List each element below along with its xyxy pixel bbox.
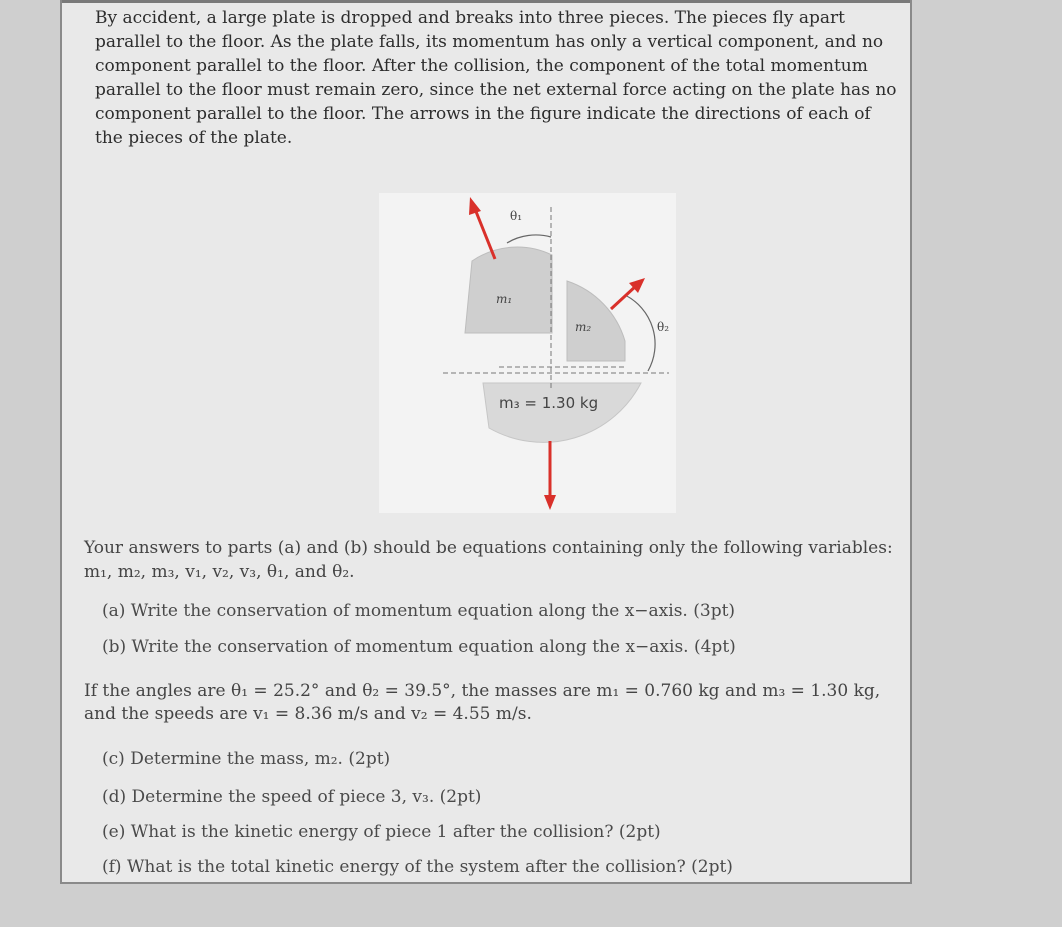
part-d: (d) Determine the speed of piece 3, v₃. (2pt) [102, 787, 482, 807]
problem-page [60, 0, 912, 884]
m3-value-label: m₃ = 1.30 kg [499, 394, 599, 412]
plate-diagram [379, 193, 676, 513]
plate-figure [379, 193, 676, 513]
given-values: If the angles are θ₁ = 25.2° and θ₂ = 39.5°, the masses are m₁ = 0.760 kg and m₃ = 1.30 kg, and the speeds are v₁ = 8.36 m/s and v₂ = 4.55 m/s. [84, 681, 881, 724]
theta2-label: θ₂ [657, 320, 670, 334]
theta1-arc [507, 235, 551, 243]
top-rule [62, 0, 910, 3]
piece-2-velocity-arrow [611, 278, 645, 309]
m1-label: m₁ [496, 292, 513, 306]
piece-1-shape [465, 247, 552, 333]
theta2-arc [625, 295, 655, 371]
part-e: (e) What is the kinetic energy of piece 1 after the collision? (2pt) [102, 822, 661, 842]
part-b: (b) Write the conservation of momentum equation along the x−axis. (4pt) [102, 637, 736, 657]
piece-1-velocity-arrow [469, 197, 495, 259]
part-c: (c) Determine the mass, m₂. (2pt) [102, 749, 391, 769]
theta1-label: θ₁ [510, 209, 523, 223]
part-f: (f) What is the total kinetic energy of the system after the collision? (2pt) [102, 857, 733, 877]
problem-intro: By accident, a large plate is dropped and breaks into three pieces. The pieces fly apart parallel to the floor. As the plate falls, its momentum has only a vertical component, and no component parallel to the floor. After the collision, the component of the total momentum parallel to the floor must remain zero, since the net external force acting on the plate has no component parallel to the floor. The arrows in the figure indicate the directions of each of the pieces of the plate. [95, 8, 897, 148]
piece-3-velocity-arrow [544, 441, 556, 510]
part-a: (a) Write the conservation of momentum equation along the x−axis. (3pt) [102, 601, 736, 621]
m2-label: m₂ [575, 320, 592, 334]
piece-3-shape [483, 383, 641, 442]
answer-instructions: Your answers to parts (a) and (b) should be equations containing only the following variables: m₁, m₂, m₃, v₁, v₂, v₃, θ₁, and θ₂. [84, 538, 893, 582]
